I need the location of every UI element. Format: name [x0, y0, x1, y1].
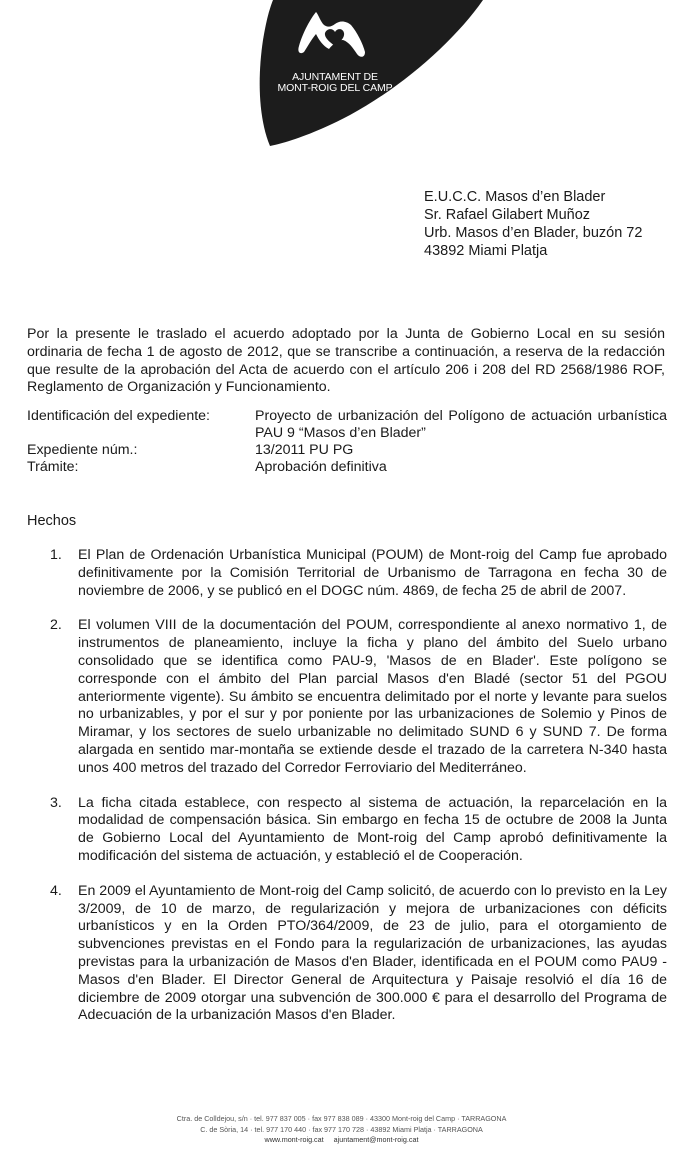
section-title-hechos: Hechos: [27, 513, 77, 529]
footer-website-link[interactable]: www.mont-roig.cat: [264, 1135, 324, 1144]
footer-address-1: Ctra. de Colldejou, s/n · tel. 977 837 005 · fax 977 838 089 · 43300 Mont-roig del Camp · TARRAGONA: [176, 1114, 507, 1123]
logo-line-1: AJUNTAMENT DE: [292, 71, 378, 83]
meta-value: Proyecto de urbanización del Polígono de actuación urbanística PAU 9 “Masos d’en Blader”: [255, 408, 667, 441]
fact-text: En 2009 el Ayuntamiento de Mont-roig del Camp solicitó, de acuerdo con lo previsto en la Ley 3/2009, de 10 de marzo, de regularización y mejora de urbanizaciones con déficits urbanísticos y en la Orden PTO/364/2009, de 23 de julio, para el otorgamiento de subvenciones previstas en el Fondo para la regularización de urbanizaciones, las ayudas previstas para la urbanización de Masos d'en Blader, identificada en el POUM como PAU9 - Masos d'en Blader. El Director General de Arquitectura y Paisaje resolvió el día 16 de diciembre de 2009 otorgar una subvención de 300.000 € para el desarrollo del Programa de Adecuación de la urbanización Masos d'en Blader.: [78, 882, 667, 1024]
fact-number: 2.: [50, 617, 62, 634]
case-number-row: [27, 442, 667, 459]
footer-email-link[interactable]: ajuntament@mont-roig.cat: [333, 1135, 419, 1144]
fact-number: 3.: [50, 794, 62, 811]
case-details: [27, 408, 667, 475]
municipal-logo: [255, 0, 485, 146]
case-identification-row: [27, 408, 667, 441]
recipient-address: [424, 188, 642, 260]
recipient-name: Sr. Rafael Gilabert Muñoz: [424, 207, 591, 223]
page-footer: [0, 1114, 683, 1146]
fact-item: [50, 795, 667, 866]
intro-paragraph: Por la presente le traslado el acuerdo adoptado por la Junta de Gobierno Local en su sesión ordinaria de fecha 1 de agosto de 2012, que se transcribe a continuación, a reserva de la redacción que resulte de la aprobación del Acta de acuerdo con el artículo 206 i 208 del RD 2568/1986 ROF, Reglamento de Organización y Funcionamiento.: [27, 326, 665, 396]
fact-text: La ficha citada establece, con respecto al sistema de actuación, la reparcelación en la modalidad de compensación básica. Sin embargo en fecha 15 de octubre de 2008 la Junta de Gobierno Local del Ayuntamiento de Mont-roig del Camp aprobó definitivamente la modificación del sistema de actuación, y estableció el de Cooperación.: [78, 794, 667, 864]
fact-number: 4.: [50, 882, 62, 899]
logo-line-2: MONT-ROIG DEL CAMP: [277, 82, 393, 94]
meta-value: Aprobación definitiva: [255, 458, 387, 475]
recipient-street: Urb. Masos d’en Blader, buzón 72: [424, 225, 643, 241]
fact-text: El volumen VIII de la documentación del POUM, correspondiente al anexo normativo 1, de instrumentos de planeamiento, incluye la ficha y plano del ámbito del Suelo urbano consolidado que se identifica como PAU-9, 'Masos de en Blader'. Este polígono se corresponde con el ámbito del Plan parcial Masos d'en Bladé (sector 51 del PGOU anteriormente vigente). Su ámbito se encuentra delimitado por el norte y levante para suelos no urbanizables, y por el sur y por poniente por las urbanizaciones de Solemio y Pinos de Miramar, y los sectores de suelo urbanizable no delimitado SUND 6 y SUND 7. De forma alargada en sentido mar-montaña se extiende desde el trazado de la carretera N-340 hasta unos 400 metros del trazado del Corredor Ferroviario del Mediterráneo.: [78, 617, 667, 776]
fact-text: El Plan de Ordenación Urbanística Municipal (POUM) de Mont-roig del Camp fue aprobado definitivamente por la Comisión Territorial de Urbanismo de Tarragona en fecha 30 de noviembre de 2006, y se publicó en el DOGC núm. 4869, de fecha 25 de abril de 2007.: [78, 547, 667, 599]
fact-item: [50, 883, 667, 1025]
logo-text: [255, 72, 415, 94]
footer-contact: [0, 1135, 683, 1146]
procedure-row: [27, 459, 667, 476]
fact-item: [50, 547, 667, 600]
meta-value: 13/2011 PU PG: [255, 442, 354, 458]
fact-item: [50, 617, 667, 777]
facts-list: [50, 547, 667, 1025]
meta-label: Expediente núm.:: [27, 442, 138, 458]
fact-number: 1.: [50, 547, 62, 563]
footer-address-2: C. de Sòria, 14 · tel. 977 170 440 · fax 977 170 728 · 43892 Miami Platja · TARRAGONA: [200, 1124, 483, 1134]
recipient-city: 43892 Miami Platja: [424, 243, 548, 259]
recipient-entity: E.U.C.C. Masos d’en Blader: [424, 189, 606, 205]
meta-label: Identificación del expediente:: [27, 408, 210, 424]
meta-label: Trámite:: [27, 458, 79, 475]
